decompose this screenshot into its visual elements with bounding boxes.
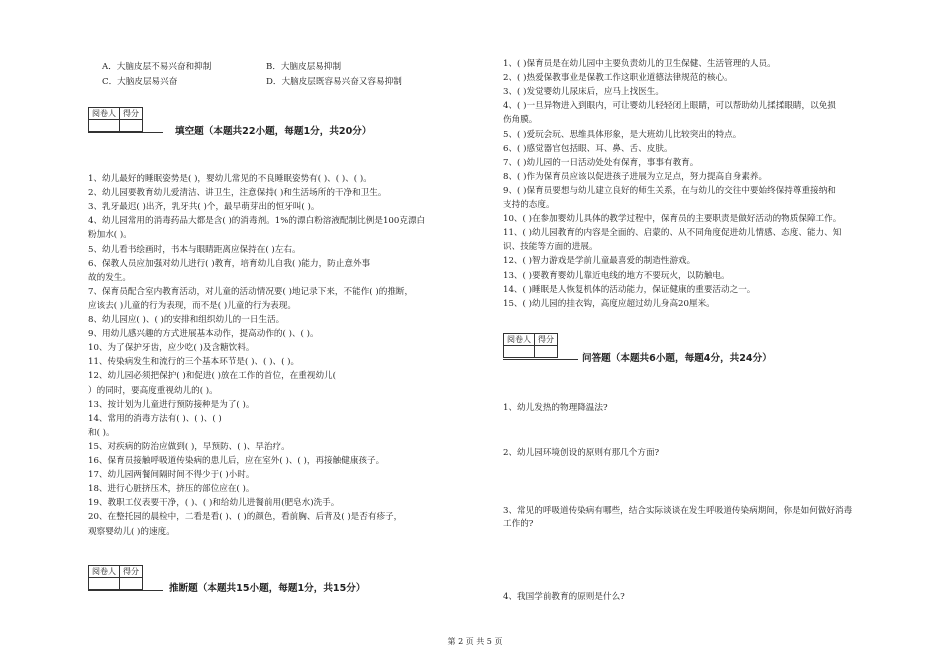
judge-question-line: 4、( )一旦异物进入到眼内，可让婴幼儿轻轻闭上眼睛，可以帮助幼儿揉揉眼睛，以免损 xyxy=(503,101,836,112)
fill-question-line: 18、进行心脏挤压术，挤压的部位应在( )。 xyxy=(88,484,255,495)
section-divider xyxy=(88,132,163,133)
fill-question-line: 4、幼儿园常用的消毒药品大都是含( )的消毒剂。1%的漂白粉溶液配制比例是100克漂白 xyxy=(88,216,426,227)
score-box-score-cell xyxy=(120,120,143,132)
judge-question-line: 识、技能等方面的进展。 xyxy=(503,242,598,253)
score-box-grader-cell xyxy=(504,346,535,358)
fill-question-line: 5、幼儿看书绘画时，书本与眼睛距离应保持在( )左右。 xyxy=(88,244,301,255)
score-box-grader-label: 阅卷人 xyxy=(89,566,120,578)
fill-question-line: 20、在整托园的晨检中，二看是看( )、( )的颜色，看前胸、后背及( )是否有疹子， xyxy=(88,512,403,523)
fill-question-line: 15、对疾病的防治应做到( )，早预防、( )、早治疗。 xyxy=(88,441,290,452)
fill-question-line: 19、教职工仪表要干净，( )、( )和给幼儿进餐前用(肥皂水)洗手。 xyxy=(88,498,340,509)
score-box-score-label: 得分 xyxy=(535,334,558,346)
score-box-grader-label: 阅卷人 xyxy=(504,334,535,346)
fill-question-line: 11、传染病发生和流行的三个基本环节是( )、( )、( )。 xyxy=(88,357,300,368)
judge-question-line: 11、( )幼儿园教育的内容是全面的、启蒙的、从不同角度促进幼儿情感、态度、能力、知 xyxy=(503,228,842,239)
fill-question-line: 13、按计划为儿童进行预防接种是为了( )。 xyxy=(88,399,255,410)
fill-question-line: 3、乳牙最迟( )出齐，乳牙共( )个，最早萌芽出的恒牙叫( )。 xyxy=(88,202,320,213)
qa-question-3-cont: 工作的? xyxy=(503,519,534,529)
fill-question-line: 和( )。 xyxy=(88,427,115,438)
judge-question-line: 1、( )保育员是在幼儿园中主要负责幼儿的卫生保健、生活管理的人员。 xyxy=(503,59,776,69)
option-a: A．大脑皮层不易兴奋和抑制 xyxy=(102,62,212,72)
judge-question-line: 8、( )作为保育员应该以促进孩子进展为立足点，努力提高自身素养。 xyxy=(503,171,768,182)
fill-question-line: 10、为了保护牙齿，应少吃( )及含糖饮料。 xyxy=(88,343,255,354)
fill-question-line: ）的同时，要高度重视幼儿的( )。 xyxy=(88,385,218,396)
qa-question-1: 1、幼儿发热的物理降温法? xyxy=(503,403,608,413)
fill-question-line: 14、常用的消毒方法有( )、( )、( ) xyxy=(88,413,222,424)
judge-question-line: 2、( )热爱保教事业是保教工作这职业道德法律规范的核心。 xyxy=(503,73,733,84)
fill-question-line: 17、幼儿园两餐间隔时间不得少于( )小时。 xyxy=(88,470,255,481)
fill-question-line: 故的发生。 xyxy=(88,272,131,283)
page-footer: 第 2 页 共 5 页 xyxy=(447,637,503,646)
fill-question-line: 8、幼儿园应( )、( )的安排和组织幼儿的一日生活。 xyxy=(88,315,285,325)
section-title-qa: 问答题（本题共6小题，每题4分，共24分） xyxy=(582,353,772,364)
fill-question-line: 7、保育员配合室内教育活动，对儿童的活动情况要( )地记录下来，不能作( )的推断， xyxy=(88,286,414,297)
judge-question-line: 伤角膜。 xyxy=(503,115,538,126)
qa-question-3: 3、常见的呼吸道传染病有哪些，结合实际谈谈在发生呼吸道传染病期间，你是如何做好消毒 xyxy=(503,506,853,516)
judge-question-line: 9、( )保育员要想与幼儿建立良好的师生关系，在与幼儿的交往中要始终保持尊重接纳和 xyxy=(503,185,836,196)
judge-question-line: 10、( )在参加婴幼儿具体的教学过程中，保育员的主要职责是做好活动的物质保障工作。 xyxy=(503,214,842,225)
qa-question-4: 4、我国学前教育的原则是什么? xyxy=(503,592,625,602)
option-b: B．大脑皮层易抑制 xyxy=(266,62,342,72)
fill-question-line: 6、保教人员应加强对幼儿进行( )教育，培育幼儿自我( )能力，防止意外事 xyxy=(88,258,371,269)
fill-question-line: 16、保育员接触呼吸道传染病的患儿后，应在室外( )、( )，再接触健康孩子。 xyxy=(88,456,385,466)
score-box-qa xyxy=(503,333,558,358)
score-box-score-label: 得分 xyxy=(120,108,143,120)
fill-question-line: 观察婴幼儿( )的速度。 xyxy=(88,526,175,537)
score-box-grader-cell xyxy=(89,120,120,132)
score-box-grader-label: 阅卷人 xyxy=(89,108,120,120)
fill-question-line: 9、用幼儿感兴趣的方式进展基本动作，提高动作的( )、( )。 xyxy=(88,329,319,340)
score-box-fill xyxy=(88,107,143,132)
judge-question-line: 5、( )爱玩会玩、思维具体形象，是大班幼儿比较突出的特点。 xyxy=(503,129,742,140)
score-box-judge xyxy=(88,565,143,590)
fill-question-line: 2、幼儿园要教育幼儿爱清洁、讲卫生，注意保持( )和生活场所的干净和卫生。 xyxy=(88,188,387,199)
judge-question-line: 12、( )智力游戏是学前儿童最喜爱的制造性游戏。 xyxy=(503,256,696,267)
section-title-judge: 推断题（本题共15小题，每题1分，共15分） xyxy=(169,583,366,594)
judge-question-line: 支持的态度。 xyxy=(503,200,555,210)
section-title-fill: 填空题（本题共22小题，每题1分，共20分） xyxy=(175,126,372,137)
judge-question-line: 6、( )感觉器官包括眼、耳、鼻、舌、皮肤。 xyxy=(503,143,673,154)
fill-question-line: 粉加水( )。 xyxy=(88,230,132,241)
section-divider xyxy=(503,359,578,360)
score-box-score-label: 得分 xyxy=(120,566,143,578)
judge-question-line: 3、( )发觉婴幼儿尿床后，应马上找医生。 xyxy=(503,87,664,98)
option-d: D．大脑皮层既容易兴奋又容易抑制 xyxy=(266,77,402,87)
judge-question-line: 15、( )幼儿园的挂衣钩，高度应超过幼儿身高20厘米。 xyxy=(503,298,715,309)
judge-question-line: 13、( )要教育婴幼儿靠近电线的地方不要玩火，以防触电。 xyxy=(503,270,730,281)
score-box-score-cell xyxy=(120,578,143,590)
option-c: C．大脑皮层易兴奋 xyxy=(102,77,178,87)
fill-question-line: 应该去( )儿童的行为表现，而不是( )儿童的行为表现。 xyxy=(88,300,296,311)
section-divider xyxy=(88,590,163,591)
fill-question-line: 1、幼儿最好的睡眠姿势是( )，婴幼儿常见的不良睡眠姿势有( )、( )、( )。 xyxy=(88,174,372,184)
score-box-grader-cell xyxy=(89,578,120,590)
fill-question-line: 12、幼儿园必须把保护( )和促进( )放在工作的首位，在重视幼儿( xyxy=(88,371,337,382)
qa-question-2: 2、幼儿园环境创设的原则有那几个方面? xyxy=(503,448,660,458)
score-box-score-cell xyxy=(535,346,558,358)
judge-question-line: 7、( )幼儿园的一日活动处处有保育，事事有教育。 xyxy=(503,157,699,168)
judge-question-line: 14、( )睡眠是人恢复机体的活动能力，保证健康的重要活动之一。 xyxy=(503,284,756,295)
